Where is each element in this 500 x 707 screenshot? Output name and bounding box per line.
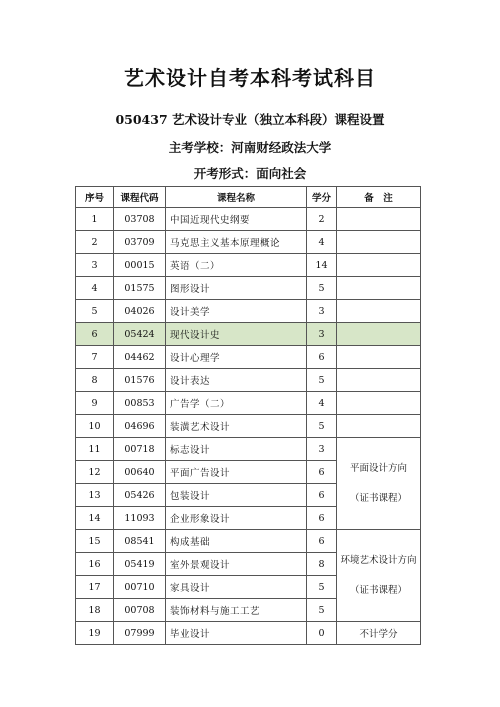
row-code: 05424 — [114, 323, 166, 346]
row-no: 19 — [76, 622, 114, 645]
row-name: 中国近现代史纲要 — [166, 208, 307, 231]
row-note — [337, 369, 421, 392]
row-note — [337, 277, 421, 300]
env-cert-label: （证书课程） — [349, 584, 407, 596]
table-row — [76, 392, 421, 415]
header-name: 课程名称 — [166, 187, 307, 208]
row-code: 00015 — [114, 254, 166, 277]
exam-form-subtitle: 开考形式：面向社会 — [193, 166, 307, 181]
row-no: 2 — [76, 231, 114, 254]
table-row — [76, 300, 421, 323]
table-row — [76, 231, 421, 254]
row-name: 家具设计 — [166, 576, 307, 599]
row-credit: 5 — [307, 369, 337, 392]
table-row — [76, 277, 421, 300]
row-code: 00710 — [114, 576, 166, 599]
row-name: 标志设计 — [166, 438, 307, 461]
row-name: 企业形象设计 — [166, 507, 307, 530]
row-credit: 6 — [307, 530, 337, 553]
row-no: 15 — [76, 530, 114, 553]
course-table — [75, 186, 421, 645]
row-no: 7 — [76, 346, 114, 369]
row-note — [337, 392, 421, 415]
row-code: 03709 — [114, 231, 166, 254]
table-row-highlighted — [76, 323, 421, 346]
table-row — [76, 622, 421, 645]
row-code: 01575 — [114, 277, 166, 300]
row-no: 11 — [76, 438, 114, 461]
row-name: 图形设计 — [166, 277, 307, 300]
row-credit: 2 — [307, 208, 337, 231]
table-row — [76, 369, 421, 392]
header-note: 备 注 — [337, 187, 421, 208]
row-code: 03708 — [114, 208, 166, 231]
row-credit: 6 — [307, 507, 337, 530]
row-no: 18 — [76, 599, 114, 622]
row-no: 4 — [76, 277, 114, 300]
row-note — [337, 323, 421, 346]
row-no: 8 — [76, 369, 114, 392]
row-credit: 8 — [307, 553, 337, 576]
table-row — [76, 254, 421, 277]
row-no: 5 — [76, 300, 114, 323]
school-subtitle: 主考学校：河南财经政法大学 — [168, 140, 332, 155]
row-name: 装饰材料与施工工艺 — [166, 599, 307, 622]
row-code: 05426 — [114, 484, 166, 507]
header-code: 课程代码 — [114, 187, 166, 208]
row-code: 00853 — [114, 392, 166, 415]
row-no: 14 — [76, 507, 114, 530]
row-code: 00640 — [114, 461, 166, 484]
row-credit: 14 — [307, 254, 337, 277]
row-note — [337, 346, 421, 369]
row-name: 马克思主义基本原理概论 — [166, 231, 307, 254]
page-title: 艺术设计自考本科考试科目 — [124, 66, 376, 90]
graphic-direction-label: 平面设计方向 — [349, 462, 407, 474]
row-no: 17 — [76, 576, 114, 599]
env-direction-label: 环境艺术设计方向 — [340, 554, 417, 566]
row-note — [337, 208, 421, 231]
row-code: 00708 — [114, 599, 166, 622]
row-name: 构成基础 — [166, 530, 307, 553]
row-code: 05419 — [114, 553, 166, 576]
row-no: 10 — [76, 415, 114, 438]
row-code: 07999 — [114, 622, 166, 645]
graphic-direction-note — [337, 438, 421, 530]
row-name: 现代设计史 — [166, 323, 307, 346]
row-name: 设计表达 — [166, 369, 307, 392]
row-name: 广告学（二） — [166, 392, 307, 415]
row-note — [337, 300, 421, 323]
table-header-row — [76, 187, 421, 208]
row-code: 01576 — [114, 369, 166, 392]
row-name: 包装设计 — [166, 484, 307, 507]
row-name: 毕业设计 — [166, 622, 307, 645]
major-subtitle: 050437 艺术设计专业（独立本科段）课程设置 — [115, 112, 385, 127]
row-credit: 5 — [307, 415, 337, 438]
row-credit: 3 — [307, 300, 337, 323]
row-credit: 6 — [307, 484, 337, 507]
row-name: 设计心理学 — [166, 346, 307, 369]
table-row — [76, 415, 421, 438]
row-name: 平面广告设计 — [166, 461, 307, 484]
row-credit: 4 — [307, 231, 337, 254]
row-code: 04026 — [114, 300, 166, 323]
header-no: 序号 — [76, 187, 114, 208]
table-row — [76, 530, 421, 553]
table-row — [76, 438, 421, 461]
row-code: 08541 — [114, 530, 166, 553]
row-credit: 6 — [307, 346, 337, 369]
row-no: 12 — [76, 461, 114, 484]
row-note — [337, 254, 421, 277]
row-no: 16 — [76, 553, 114, 576]
row-no: 3 — [76, 254, 114, 277]
row-code: 04696 — [114, 415, 166, 438]
row-credit: 0 — [307, 622, 337, 645]
row-name: 设计美学 — [166, 300, 307, 323]
row-credit: 5 — [307, 277, 337, 300]
row-credit: 5 — [307, 576, 337, 599]
row-no: 9 — [76, 392, 114, 415]
row-code: 04462 — [114, 346, 166, 369]
row-name: 室外景观设计 — [166, 553, 307, 576]
row-credit: 5 — [307, 599, 337, 622]
row-note — [337, 231, 421, 254]
row-code: 00718 — [114, 438, 166, 461]
table-row — [76, 208, 421, 231]
row-no: 13 — [76, 484, 114, 507]
row-note — [337, 415, 421, 438]
row-name: 装潢艺术设计 — [166, 415, 307, 438]
row-credit: 3 — [307, 438, 337, 461]
header-credit: 学分 — [307, 187, 337, 208]
row-code: 11093 — [114, 507, 166, 530]
table-row — [76, 346, 421, 369]
no-credit-note: 不计学分 — [337, 622, 421, 645]
row-credit: 3 — [307, 323, 337, 346]
row-no: 6 — [76, 323, 114, 346]
row-credit: 6 — [307, 461, 337, 484]
env-direction-note — [337, 530, 421, 622]
graphic-cert-label: （证书课程） — [349, 492, 407, 504]
row-credit: 4 — [307, 392, 337, 415]
row-name: 英语（二） — [166, 254, 307, 277]
row-no: 1 — [76, 208, 114, 231]
